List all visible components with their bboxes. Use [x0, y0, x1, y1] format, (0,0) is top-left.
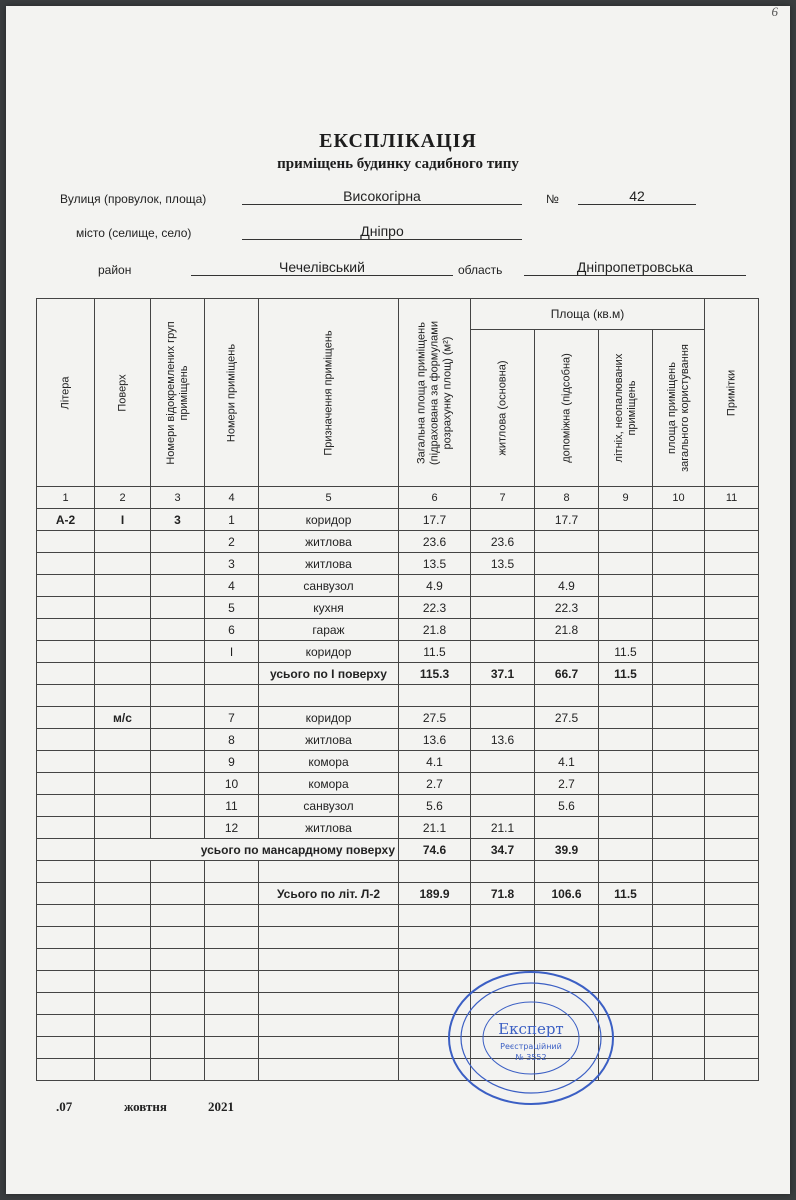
district-value: Чечелівський: [191, 259, 453, 276]
table-row: м/с 7 коридор 27.5 27.5: [37, 707, 759, 729]
header-summer: літніх, неопалюваних приміщень: [599, 330, 653, 487]
empty-row: [37, 1037, 759, 1059]
page-title: ЕКСПЛІКАЦІЯ: [319, 130, 477, 152]
table-row: А-2 І 3 1 коридор 17.7 17.7: [37, 509, 759, 531]
number-value: 42: [578, 188, 696, 205]
table-row: 9 комора 4.1 4.1: [37, 751, 759, 773]
district-label: район: [98, 263, 132, 277]
header-poverkh: Поверх: [95, 299, 151, 487]
header-purpose: Призначення приміщень: [259, 299, 399, 487]
stamp-title: Експерт: [498, 1020, 564, 1038]
empty-row: [37, 861, 759, 883]
subtotal-floor1-row: усього по І поверху 115.3 37.1 66.7 11.5: [37, 663, 759, 685]
explication-table: [36, 298, 759, 1081]
number-label: №: [546, 192, 559, 206]
table-row: 11 санвузол 5.6 5.6: [37, 795, 759, 817]
header-room-no: Номери приміщень: [205, 299, 259, 487]
date-day: .07: [56, 1099, 73, 1114]
page-subtitle: приміщень будинку садибного типу: [277, 156, 519, 172]
table-row: 3 житлова 13.5 13.5: [37, 553, 759, 575]
header-living: житлова (основна): [471, 330, 535, 487]
empty-row: [37, 1059, 759, 1081]
header-common: площа приміщень загального користування: [653, 330, 705, 487]
empty-row: [37, 949, 759, 971]
expert-stamp: [446, 968, 616, 1108]
date-year: 2021: [208, 1099, 234, 1114]
column-number-row: 1 2 3 4 5 6 7 8 9 10 11: [37, 487, 759, 509]
empty-row: [37, 927, 759, 949]
table-row: І коридор 11.5 11.5: [37, 641, 759, 663]
stamp-reg: Реєстраційний: [500, 1042, 562, 1051]
header-area-group: Площа (кв.м): [471, 299, 705, 330]
header-notes: Примітки: [705, 299, 759, 487]
page-number: 6: [771, 4, 778, 19]
table-row: 12 житлова 21.1 21.1: [37, 817, 759, 839]
table-row: 5 кухня 22.3 22.3: [37, 597, 759, 619]
stamp-number: № 3552: [515, 1053, 547, 1062]
empty-row: [37, 685, 759, 707]
date-month: жовтня: [124, 1099, 167, 1114]
subtotal-attic-row: усього по мансардному поверху 74.6 34.7 39.9: [37, 839, 759, 861]
empty-row: [37, 905, 759, 927]
grand-total-row: Усього по літ. Л-2 189.9 71.8 106.6 11.5: [37, 883, 759, 905]
street-value: Високогірна: [242, 188, 522, 205]
header-aux: допоміжна (підсобна): [535, 330, 599, 487]
table-row: 10 комора 2.7 2.7: [37, 773, 759, 795]
table-row: 8 житлова 13.6 13.6: [37, 729, 759, 751]
region-label: область: [458, 263, 503, 277]
region-value: Дніпропетровська: [524, 259, 746, 276]
header-groups: Номери відокремлених груп приміщень: [151, 299, 205, 487]
document-sheet: [6, 6, 790, 1194]
table-row: 2 житлова 23.6 23.6: [37, 531, 759, 553]
city-value: Дніпро: [242, 223, 522, 240]
city-label: місто (селище, село): [76, 226, 192, 240]
empty-row: [37, 971, 759, 993]
table-row: 4 санвузол 4.9 4.9: [37, 575, 759, 597]
table-row: 6 гараж 21.8 21.8: [37, 619, 759, 641]
street-label: Вулиця (провулок, площа): [60, 192, 207, 206]
empty-row: [37, 993, 759, 1015]
header-total: Загальна площа приміщень (підрахована за формулами розрахунку площ) (м²): [399, 299, 471, 487]
header-litera: Літера: [37, 299, 95, 487]
empty-row: [37, 1015, 759, 1037]
